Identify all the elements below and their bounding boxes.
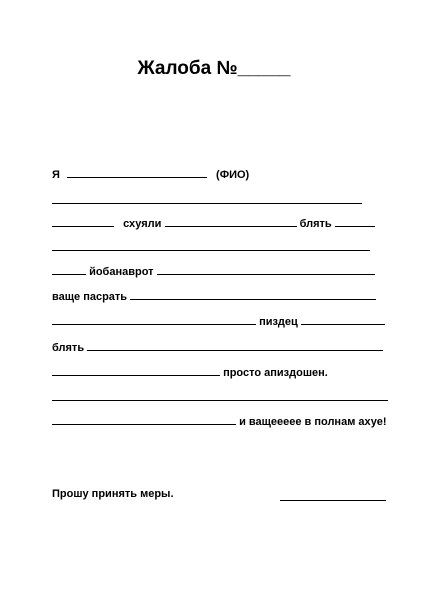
blank-field[interactable] xyxy=(52,423,236,425)
blank-field[interactable] xyxy=(87,349,383,351)
form-text: и ващеееее в полнам ахуе! xyxy=(239,416,387,428)
blank-field[interactable] xyxy=(52,399,388,401)
form-line-2 xyxy=(52,193,362,209)
form-line-11 xyxy=(52,414,387,430)
form-line-10 xyxy=(52,390,388,406)
blank-field[interactable] xyxy=(52,202,362,204)
closing-text: Прошу принять меры. xyxy=(52,488,174,500)
blank-field[interactable] xyxy=(165,225,297,227)
form-text: йобанаврот xyxy=(89,266,154,278)
form-text: блять xyxy=(52,342,85,354)
blank-field[interactable] xyxy=(335,225,375,227)
page-title: Жалоба №_____ xyxy=(137,58,291,79)
form-line-7 xyxy=(52,314,385,330)
form-text: схуяли xyxy=(123,218,162,230)
blank-field[interactable] xyxy=(52,273,86,275)
blank-field[interactable] xyxy=(52,323,256,325)
form-line-9 xyxy=(52,365,328,381)
form-line-5 xyxy=(52,264,375,280)
form-text: просто апиздошен. xyxy=(223,367,328,379)
blank-field[interactable] xyxy=(157,273,375,275)
signature-line[interactable] xyxy=(280,486,386,501)
blank-field[interactable] xyxy=(52,225,114,227)
blank-field[interactable] xyxy=(301,323,385,325)
form-line-4 xyxy=(52,240,370,256)
blank-field[interactable] xyxy=(52,249,370,251)
form-text: (ФИО) xyxy=(216,169,250,181)
form-line-1 xyxy=(52,167,249,183)
form-line-6 xyxy=(52,289,376,305)
blank-field[interactable] xyxy=(67,176,207,178)
blank-field[interactable] xyxy=(130,298,376,300)
form-text: Я xyxy=(52,169,60,181)
form-line-3 xyxy=(52,216,375,232)
form-text: блять xyxy=(299,218,332,230)
blank-field[interactable] xyxy=(52,374,220,376)
form-line-8 xyxy=(52,340,383,356)
form-text: ваще пасрать xyxy=(52,291,128,303)
form-text: пиздец xyxy=(259,316,298,328)
